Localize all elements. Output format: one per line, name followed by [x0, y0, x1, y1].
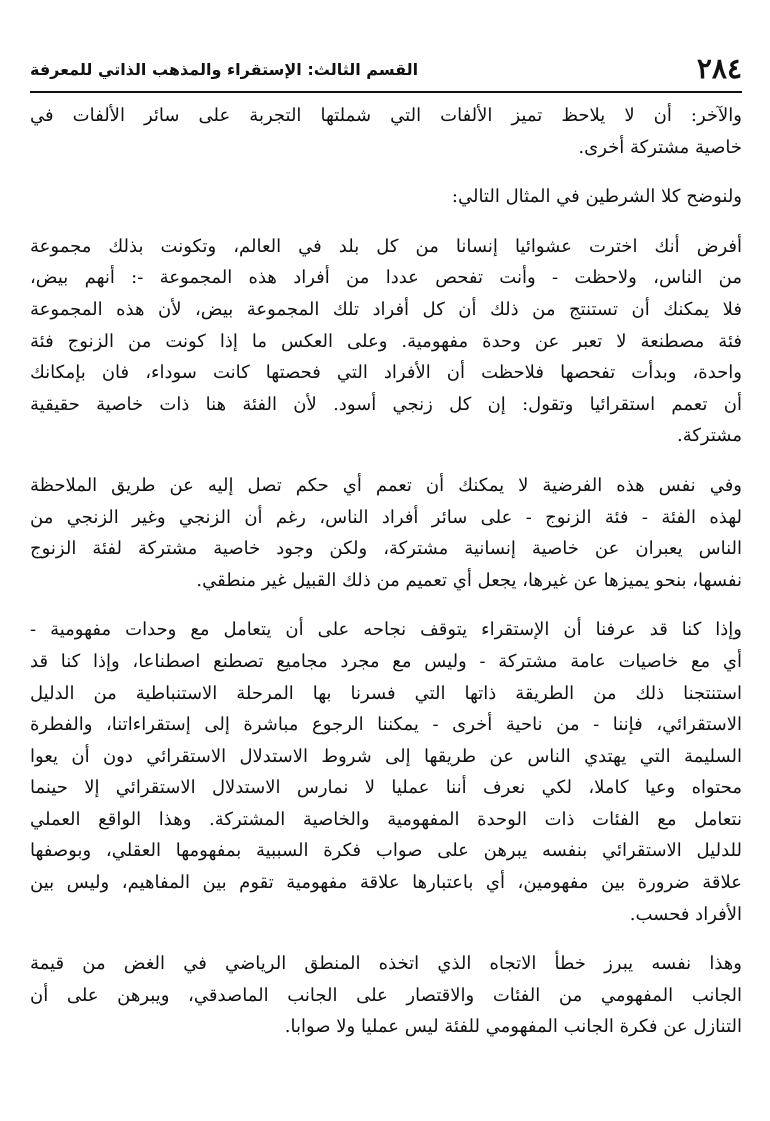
text-line: مشتركة. — [676, 425, 742, 447]
paragraph — [30, 231, 742, 452]
paragraph — [30, 100, 742, 163]
text-line: الاستقرائي، فإننا - من ناحية أخرى - يمكننا الرجوع مباشرة إلى إستقراءاتنا، والفطرة — [30, 714, 742, 736]
text-line: الناس يعبران عن خاصية إنسانية مشتركة، ولكن وجود خاصية مشتركة لفئة الزنوج — [30, 538, 742, 560]
text-line: خاصية مشتركة أخرى. — [578, 136, 742, 158]
text-line: الجانب المفهومي من الفئات والاقتصار على الجانب الماصدقي، ويبرهن على أن — [30, 984, 742, 1006]
text-line: ولنوضح كلا الشرطين في المثال التالي: — [451, 186, 742, 208]
text-line: السليمة التي يهتدي الناس عن طريقها إلى شروط الاستدلال الاستقرائي دون أن يعوا — [30, 745, 742, 767]
text-line: فئة مصطنعة لا تعبر عن وحدة مفهومية. وعلى العكس ما إذا كونت من الزنوج فئة — [30, 330, 742, 352]
text-line: علاقة ضرورة بين مفهومين، أي باعتبارها علاقة مفهومية تقوم بين المفاهيم، وليس بين — [30, 872, 742, 894]
text-line: التنازل عن فكرة الجانب المفهومي للفئة ليس عمليا ولا صوابا. — [284, 1016, 742, 1038]
text-line: استنتجنا ذلك من الطريقة ذاتها التي فسرنا بها المرحلة الاستنباطية من الدليل — [30, 682, 742, 704]
text-line: محتواه وعيا كاملا، لكي نعرف أننا عمليا لا نمارس الاستدلال الاستقرائي إلا حينما — [30, 777, 742, 799]
page-header — [30, 52, 742, 92]
text-line: واحدة، وبدأت تفحصها فلاحظت أن الأفراد التي فحصتها كانت سوداء، فان بإمكانك — [30, 362, 742, 384]
text-line: وفي نفس هذه الفرضية لا يمكنك أن تعمم أي حكم تصل إليه عن طريق الملاحظة — [30, 474, 742, 496]
paragraph — [30, 181, 742, 213]
text-line: للدليل الاستقرائي بنفسه يبرهن على صواب فكرة السببية بمفهومها العقلي، وبوصفها — [30, 840, 742, 862]
text-line: فلا يمكنك أن تستنتج من ذلك أن كل أفراد تلك المجموعة بيض، لأن هذه المجموعة — [30, 298, 742, 320]
text-line: نفسها، بنحو يميزها عن غيرها، يجعل أي تعميم من ذلك القبيل غير منطقي. — [196, 569, 742, 591]
paragraph — [30, 614, 742, 930]
text-line: من الناس، ولاحظت - وأنت تفحص عددا من أفراد هذه المجموعة -: أنهم بيض، — [30, 267, 742, 289]
text-line: أن تعمم استقرائيا وتقول: إن كل زنجي أسود. لأن الفئة هنا ذات خاصية حقيقية — [30, 393, 742, 415]
text-line: الأفراد فحسب. — [629, 903, 742, 925]
page-number: ٢٨٤ — [696, 52, 742, 85]
text-line: أي مع خاصيات عامة مشتركة - وليس مع مجرد مجاميع تصطنع اصطناعا، وإذا كنا قد — [30, 650, 742, 672]
paragraph — [30, 470, 742, 596]
paragraph — [30, 948, 742, 1043]
text-line: وهذا نفسه يبرز خطأ الاتجاه الذي اتخذه المنطق الرياضي في الغض من قيمة — [30, 953, 742, 975]
text-line: نتعامل مع الفئات ذات الوحدة المفهومية والخاصية المشتركة. وهذا الواقع العملي — [30, 808, 742, 830]
text-line: وإذا كنا قد عرفنا أن الإستقراء يتوقف نجاحه على أن يتعامل مع وحدات مفهومية - — [30, 619, 742, 641]
text-line: لهذه الفئة - فئة الزنوج - على سائر أفراد الناس، رغم أن الزنجي وغير الزنجي من — [30, 506, 742, 528]
header-rule — [30, 91, 742, 93]
text-line: أفرض أنك اخترت عشوائيا إنسانا من كل بلد في العالم، وتكونت بذلك مجموعة — [30, 235, 742, 257]
text-line: والآخر: أن لا يلاحظ تميز الألفات التي شملتها التجربة على سائر الألفات في — [30, 105, 742, 126]
running-head: القسم الثالث: الإستقراء والمذهب الذاتي للمعرفة — [30, 60, 419, 79]
body-text — [30, 100, 742, 1061]
